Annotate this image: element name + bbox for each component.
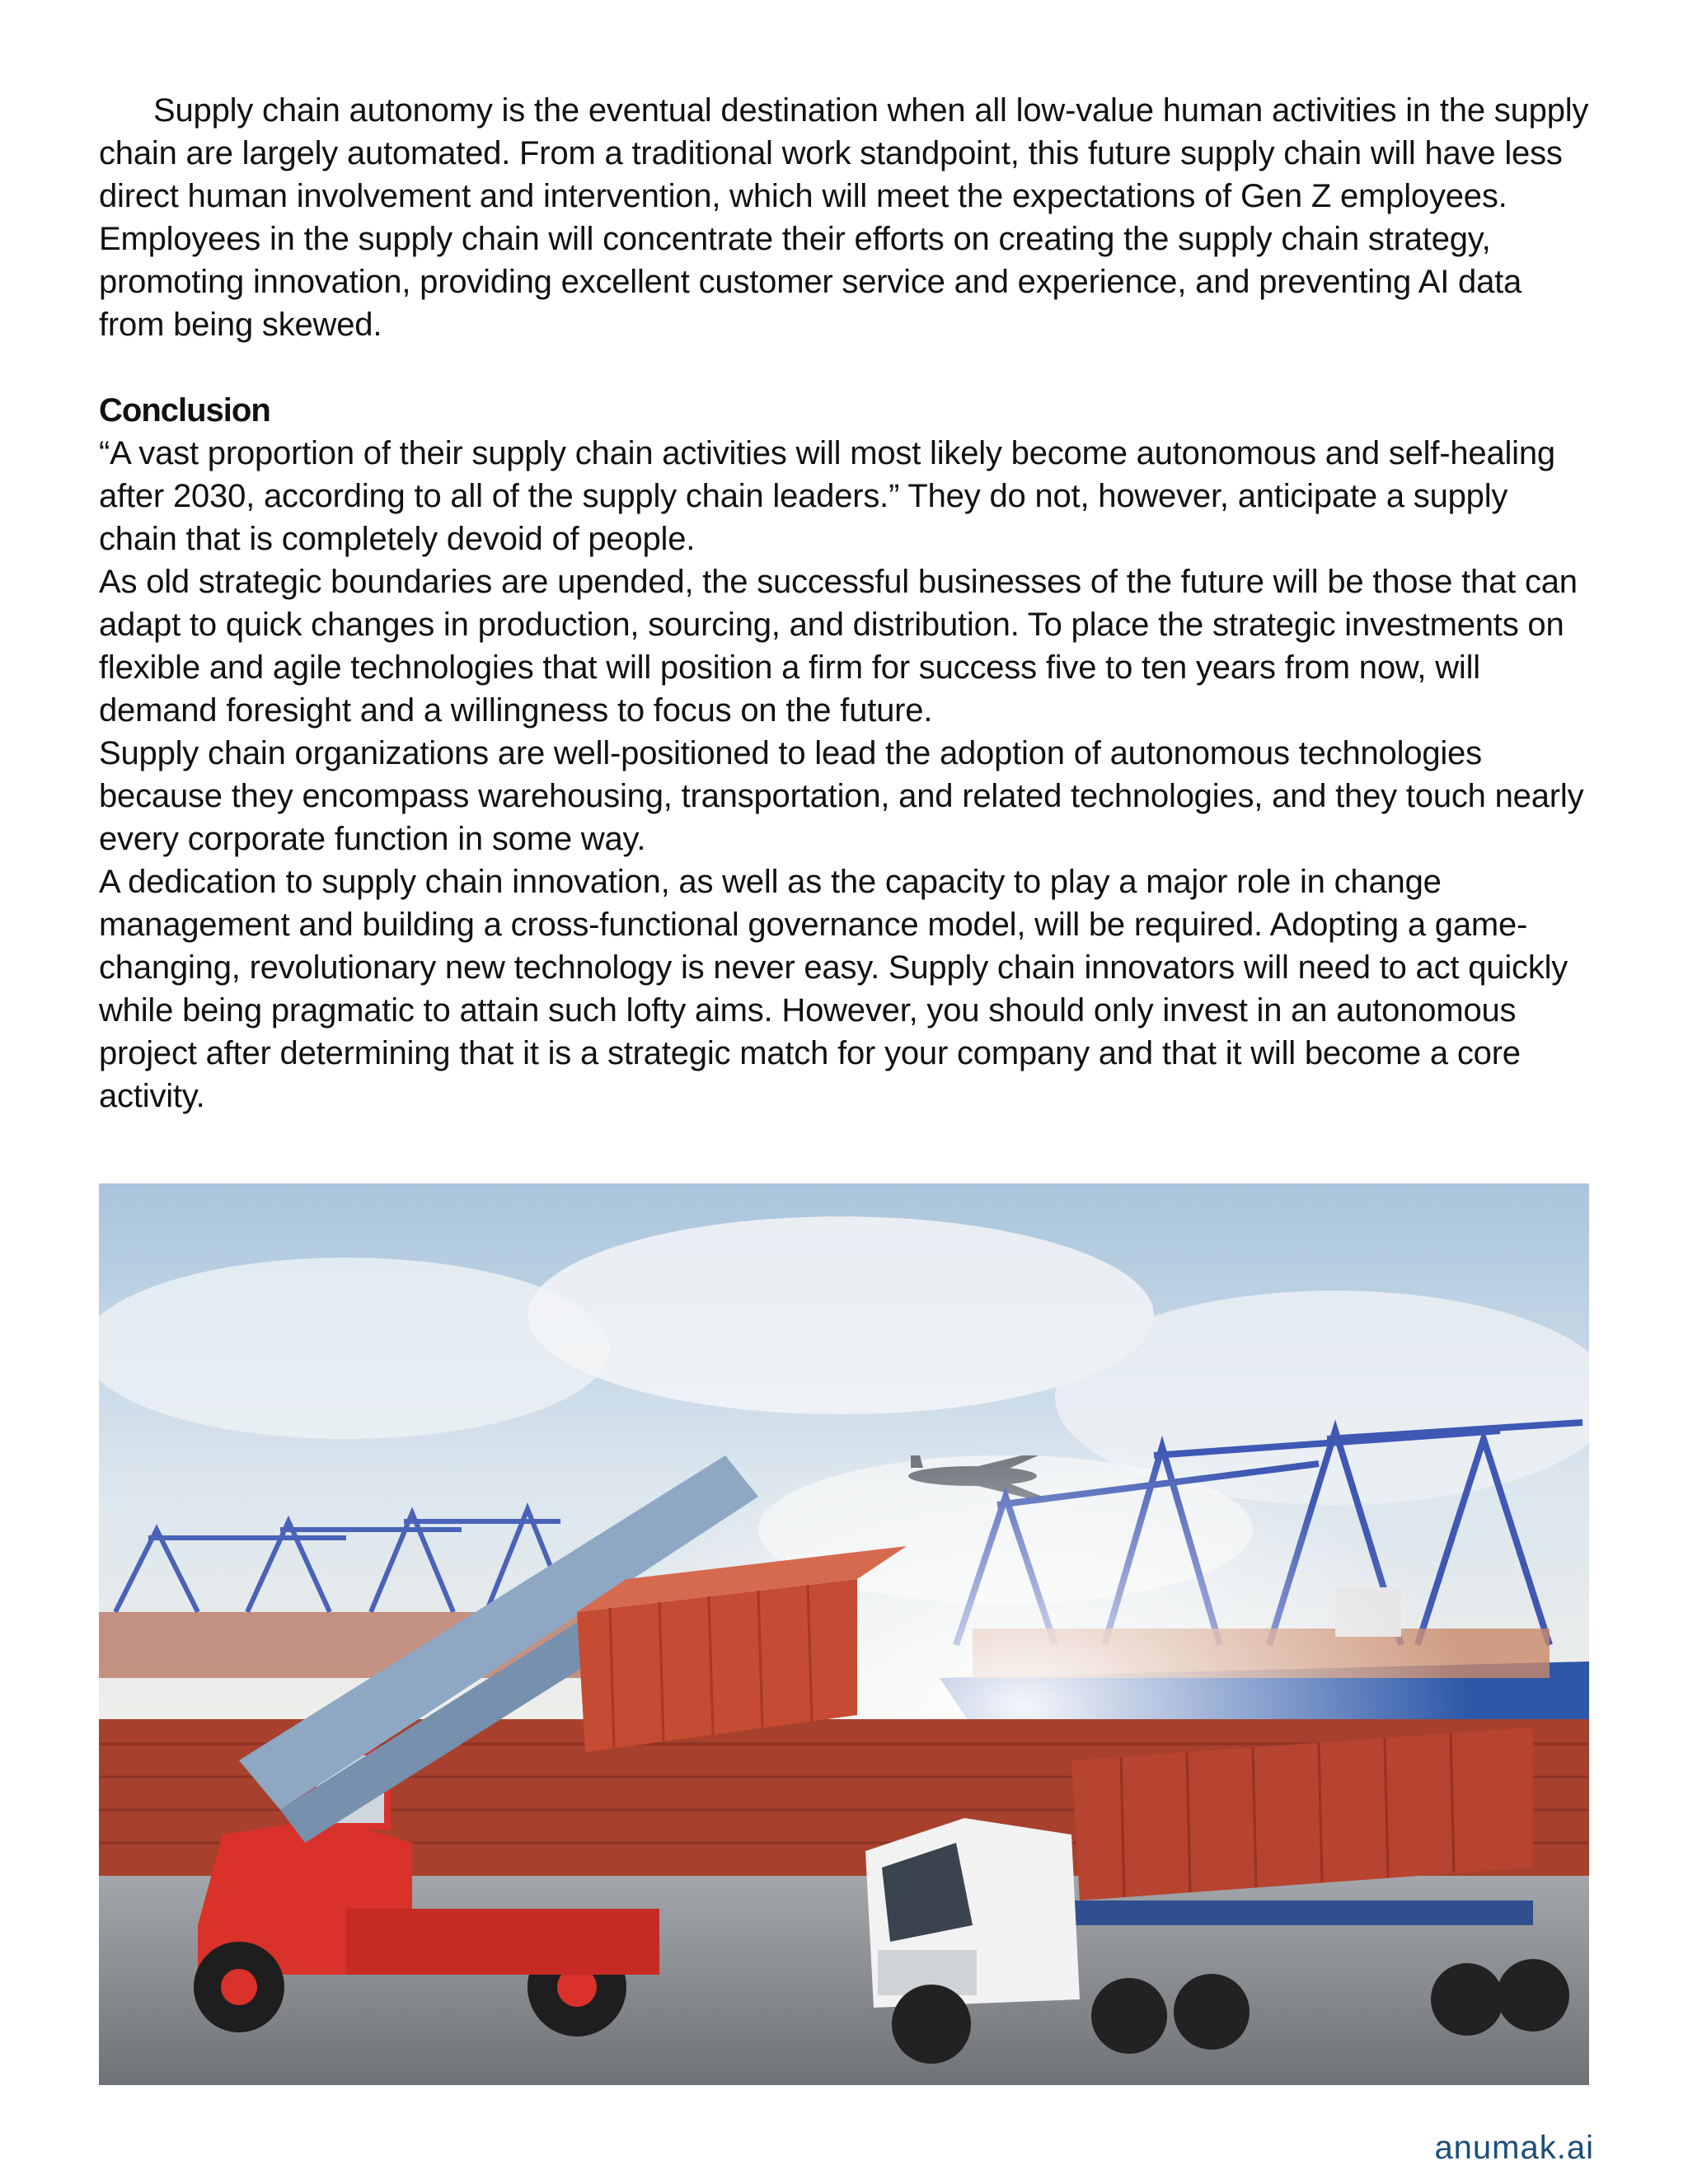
brand-footer: anumak.ai [1434, 2130, 1594, 2166]
article-body [99, 89, 1591, 1118]
conclusion-paragraph-2: As old strategic boundaries are upended, the successful businesses of the future will be those that can adapt to quick changes in production, sourcing, and distribution. To place the strategic investments on flexible and agile technologies that will position a firm for success five to ten years from now, will demand foresight and a willingness to focus on the future. [99, 564, 1578, 729]
intro-paragraph: Supply chain autonomy is the eventual destination when all low-value human activities in the supply chain are largely automated. From a traditional work standpoint, this future supply chain will have less direct human involvement and intervention, which will meet the expectations of Gen Z employees. Employees in the supply chain will concentrate their efforts on creating the supply chain strategy, promoting innovation, providing excellent customer service and experience, and preventing AI data from being skewed. [99, 92, 1589, 343]
conclusion-heading: Conclusion [99, 392, 270, 429]
conclusion-paragraph-3: Supply chain organizations are well-positioned to lead the adoption of autonomous technologies because they encompass warehousing, transportation, and related technologies, and they touch nearly every corporate function in some way. [99, 735, 1584, 857]
conclusion-paragraph-1: “A vast proportion of their supply chain activities will most likely become autonomous and self-healing after 2030, according to all of the supply chain leaders.” They do not, however, anticipate a supply chain that is completely devoid of people. [99, 435, 1555, 557]
port-logistics-photo [99, 1183, 1589, 2085]
port-scene-illustration [99, 1183, 1589, 2085]
conclusion-paragraph-4: A dedication to supply chain innovation, as well as the capacity to play a major role in change management and building a cross-functional governance model, will be required. Adopting a game-changing, revolutionary new technology is never easy. Supply chain innovators will need to act quickly while being pragmatic to attain such lofty aims. However, you should only invest in an autonomous project after determining that it is a strategic match for your company and that it will become a core activity. [99, 864, 1568, 1114]
